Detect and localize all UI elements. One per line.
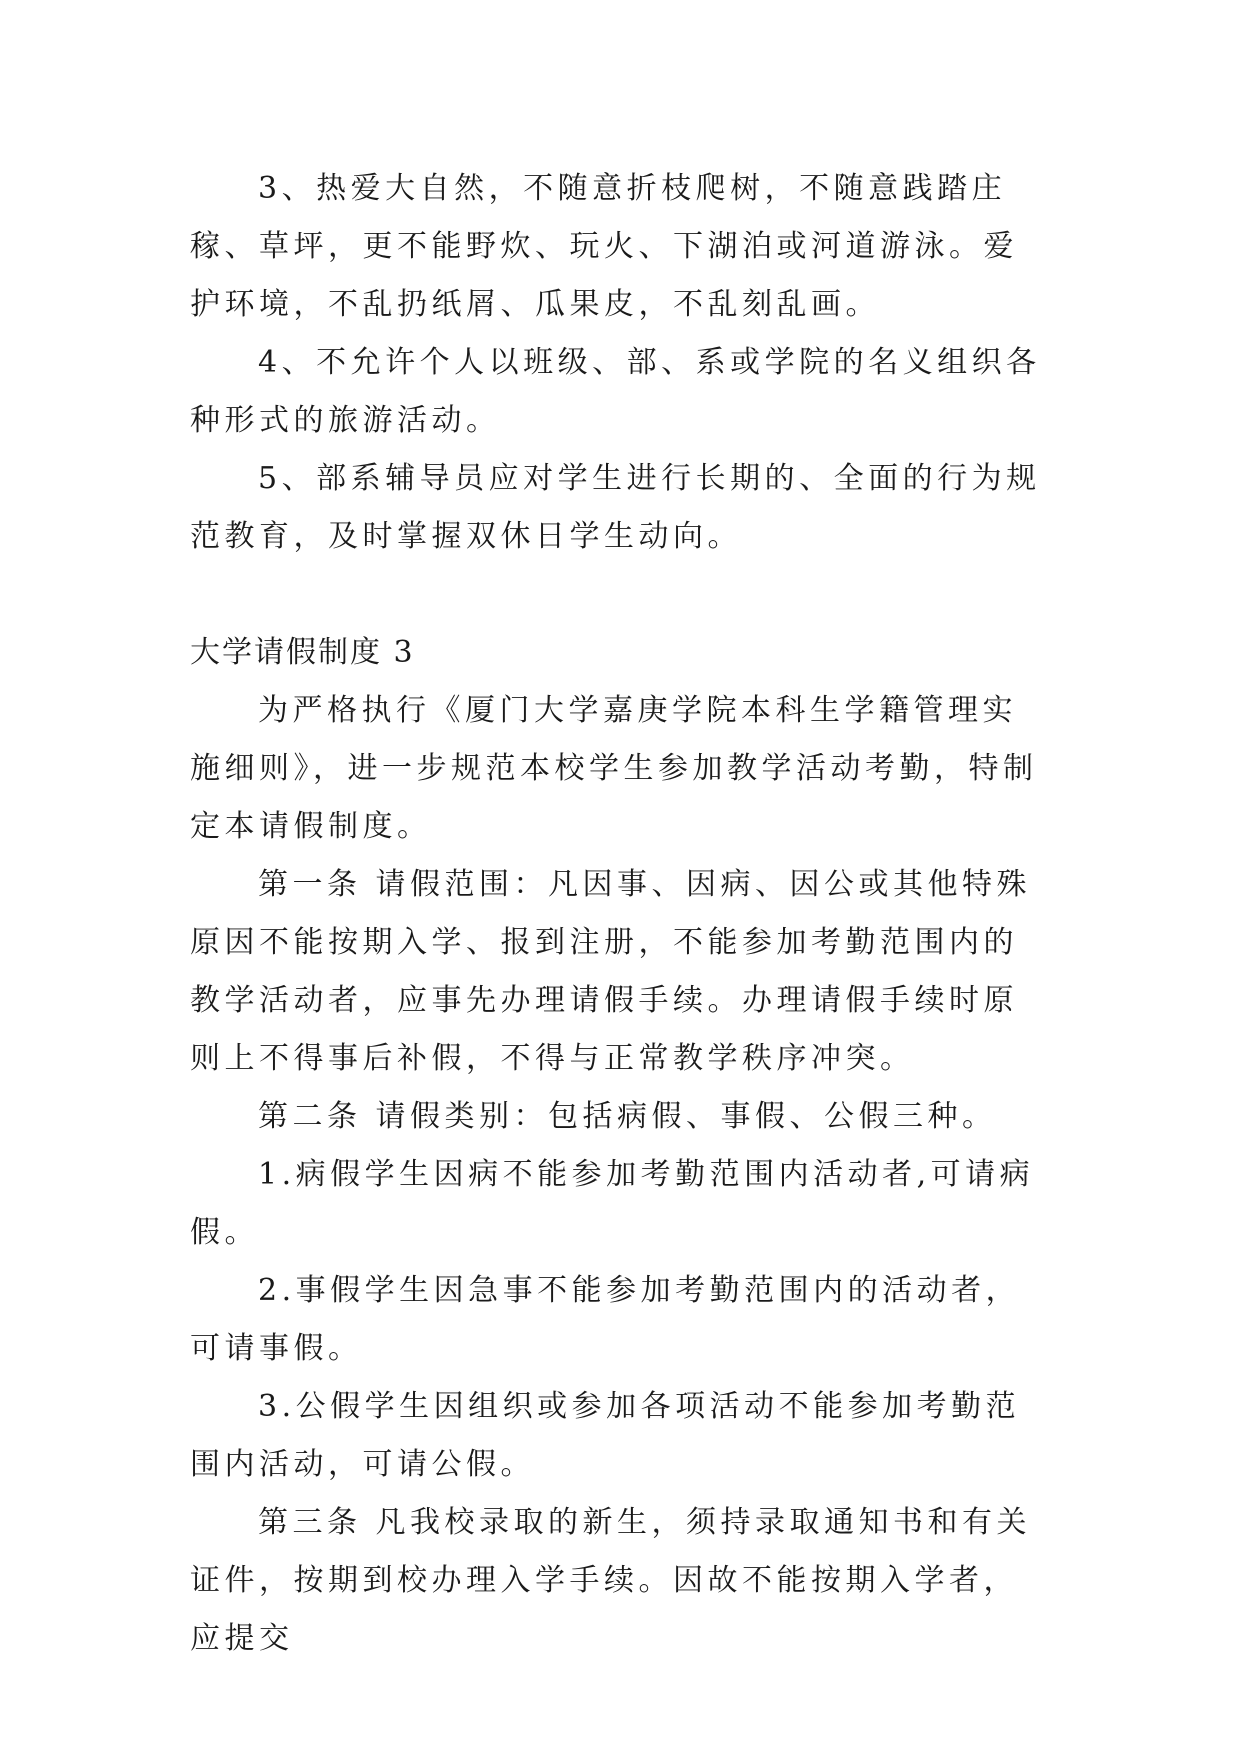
paragraph-article-1: 第一条 请假范围：凡因事、因病、因公或其他特殊原因不能按期入学、报到注册，不能参加考勤范围内的教学活动者，应事先办理请假手续。办理请假手续时原则上不得事后补假，不得与正常教学秩序冲突。: [190, 867, 1032, 1076]
paragraph-article-3: 第三条 凡我校录取的新生，须持录取通知书和有关证件，按期到校办理入学手续。因故不能按期入学者，应提交: [190, 1505, 1032, 1656]
document-body: [190, 160, 1050, 1668]
paragraph-rule-4: 4、不允许个人以班级、部、系或学院的名义组织各种形式的旅游活动。: [190, 345, 1041, 438]
paragraph-article-2: 第二条 请假类别：包括病假、事假、公假三种。: [258, 1099, 997, 1134]
paragraph-personal-leave: 2.事假学生因急事不能参加考勤范围内的活动者，可请事假。: [190, 1273, 1021, 1366]
paragraph-rule-3: 3、热爱大自然，不随意折枝爬树，不随意践踏庄稼、草坪，更不能野炊、玩火、下湖泊或河道游泳。爱护环境，不乱扔纸屑、瓜果皮，不乱刻乱画。: [190, 171, 1018, 322]
paragraph-rule-5: 5、部系辅导员应对学生进行长期的、全面的行为规范教育，及时掌握双休日学生动向。: [190, 461, 1041, 554]
paragraph-sick-leave: 1.病假学生因病不能参加考勤范围内活动者,可请病假。: [190, 1157, 1035, 1250]
paragraph-preamble: 为严格执行《厦门大学嘉庚学院本科生学籍管理实施细则》，进一步规范本校学生参加教学活动考勤，特制定本请假制度。: [190, 693, 1038, 844]
paragraph-official-leave: 3.公假学生因组织或参加各项活动不能参加考勤范围内活动，可请公假。: [190, 1389, 1021, 1482]
section-title: 大学请假制度 3: [190, 635, 415, 670]
section-spacer: [190, 566, 1050, 624]
